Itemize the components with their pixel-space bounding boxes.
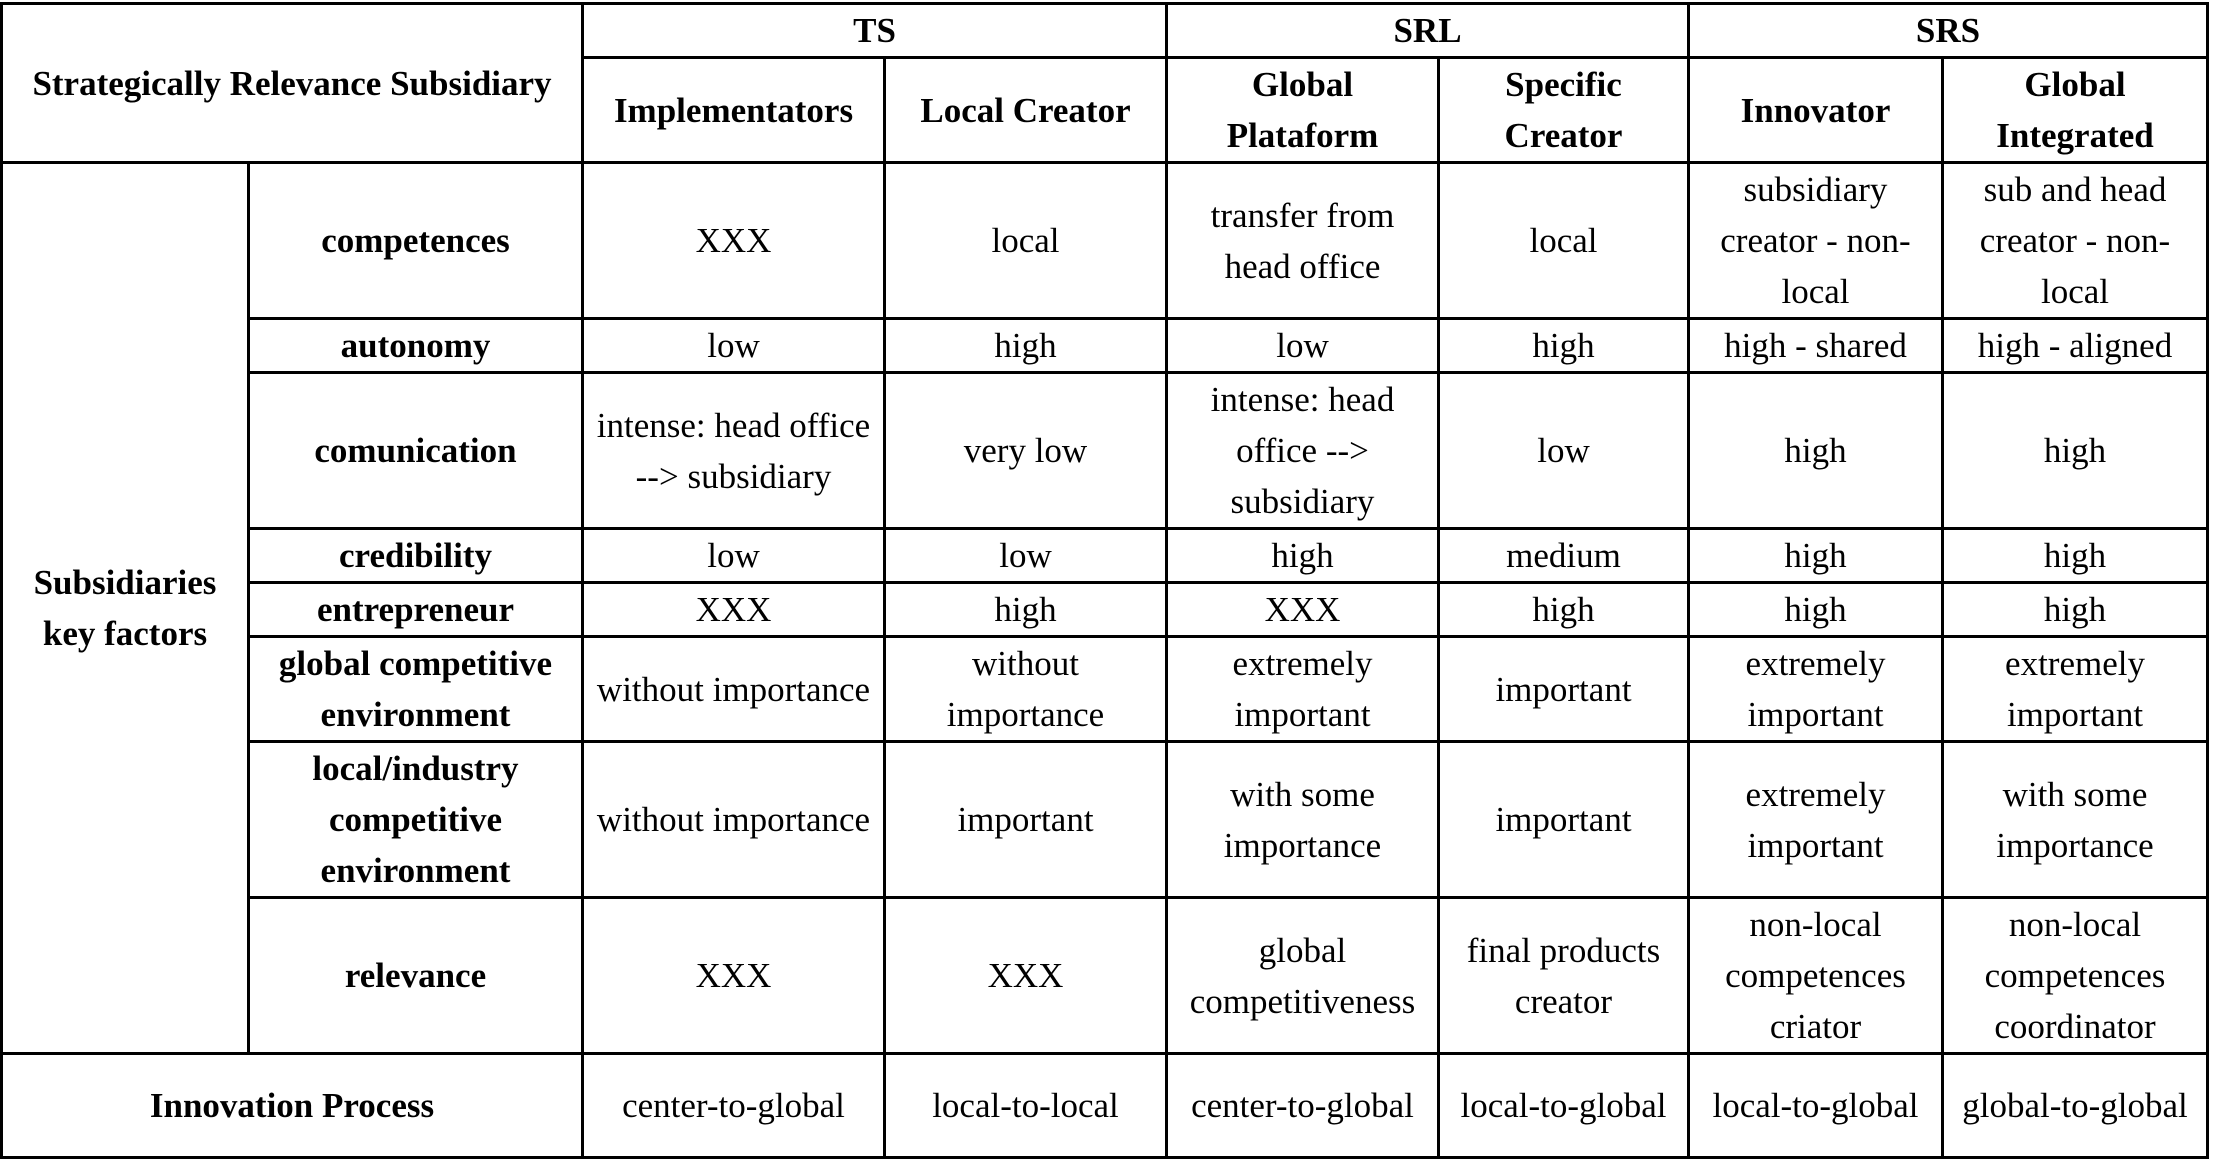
table-cell: local-to-local (885, 1054, 1167, 1158)
table-cell: low (1439, 373, 1689, 529)
table-cell: local-to-global (1439, 1054, 1689, 1158)
table-cell: low (583, 319, 885, 373)
row-label: global competitive environment (249, 637, 583, 742)
table-cell: with some importance (1167, 742, 1439, 898)
table-cell: low (583, 529, 885, 583)
table-cell: local (885, 163, 1167, 319)
table-row (2, 898, 2208, 1054)
column-header-implementators: Implementators (583, 58, 885, 163)
table-cell: final products creator (1439, 898, 1689, 1054)
table-cell: non-local competences coordinator (1943, 898, 2208, 1054)
table-cell: high (885, 319, 1167, 373)
row-label: entrepreneur (249, 583, 583, 637)
innovation-process-row (2, 1054, 2208, 1158)
table-cell: high - shared (1689, 319, 1943, 373)
table-cell: extremely important (1689, 637, 1943, 742)
table-cell: high (1943, 373, 2208, 529)
table-row (2, 742, 2208, 898)
table-row (2, 529, 2208, 583)
table-cell: low (1167, 319, 1439, 373)
row-label: relevance (249, 898, 583, 1054)
table-cell: local-to-global (1689, 1054, 1943, 1158)
group-header-srl: SRL (1167, 4, 1689, 58)
row-label: credibility (249, 529, 583, 583)
table-cell: extremely important (1943, 637, 2208, 742)
row-label: autonomy (249, 319, 583, 373)
table-cell: XXX (583, 163, 885, 319)
table-cell: local (1439, 163, 1689, 319)
table-cell: XXX (885, 898, 1167, 1054)
table-cell: XXX (583, 583, 885, 637)
table-cell: low (885, 529, 1167, 583)
table-cell: important (1439, 637, 1689, 742)
group-header-row (2, 4, 2208, 58)
row-label: local/industry competitive environment (249, 742, 583, 898)
table-cell: without importance (885, 637, 1167, 742)
table-cell: high (1689, 529, 1943, 583)
table-row (2, 583, 2208, 637)
column-header-global-plataform: Global Plataform (1167, 58, 1439, 163)
column-header-global-integrated: Global Integrated (1943, 58, 2208, 163)
table-cell: global-to-global (1943, 1054, 2208, 1158)
corner-label: Strategically Relevance Subsidiary (2, 4, 583, 163)
table-row (2, 163, 2208, 319)
column-header-innovator: Innovator (1689, 58, 1943, 163)
table-row (2, 319, 2208, 373)
table-cell: sub and head creator - non-local (1943, 163, 2208, 319)
table-cell: with some importance (1943, 742, 2208, 898)
table-cell: important (885, 742, 1167, 898)
table-cell: extremely important (1689, 742, 1943, 898)
table-cell: high (1167, 529, 1439, 583)
table-cell: high (885, 583, 1167, 637)
table-cell: important (1439, 742, 1689, 898)
table-cell: XXX (1167, 583, 1439, 637)
table-cell: high (1689, 373, 1943, 529)
table-cell: center-to-global (583, 1054, 885, 1158)
table-cell: without importance (583, 637, 885, 742)
table-cell: global competitiveness (1167, 898, 1439, 1054)
table-cell: high (1439, 319, 1689, 373)
table-cell: XXX (583, 898, 885, 1054)
innovation-process-label: Innovation Process (2, 1054, 583, 1158)
table-cell: extremely important (1167, 637, 1439, 742)
table-row (2, 373, 2208, 529)
table-cell: subsidiary creator - non-local (1689, 163, 1943, 319)
column-header-local-creator: Local Creator (885, 58, 1167, 163)
table-row (2, 637, 2208, 742)
subsidiary-matrix-table (0, 2, 2209, 1159)
table-cell: very low (885, 373, 1167, 529)
table-cell: high (1943, 529, 2208, 583)
group-header-ts: TS (583, 4, 1167, 58)
group-header-srs: SRS (1689, 4, 2208, 58)
table-cell: without importance (583, 742, 885, 898)
table-cell: high - aligned (1943, 319, 2208, 373)
row-label: competences (249, 163, 583, 319)
table-cell: intense: head office --> subsidiary (1167, 373, 1439, 529)
table-cell: high (1439, 583, 1689, 637)
table-cell: center-to-global (1167, 1054, 1439, 1158)
table-cell: high (1689, 583, 1943, 637)
table-cell: high (1943, 583, 2208, 637)
table-cell: medium (1439, 529, 1689, 583)
table-cell: non-local competences criator (1689, 898, 1943, 1054)
column-header-specific-creator: Specific Creator (1439, 58, 1689, 163)
table-cell: intense: head office --> subsidiary (583, 373, 885, 529)
side-group-label: Subsidiaries key factors (2, 163, 249, 1054)
row-label: comunication (249, 373, 583, 529)
table-cell: transfer from head office (1167, 163, 1439, 319)
